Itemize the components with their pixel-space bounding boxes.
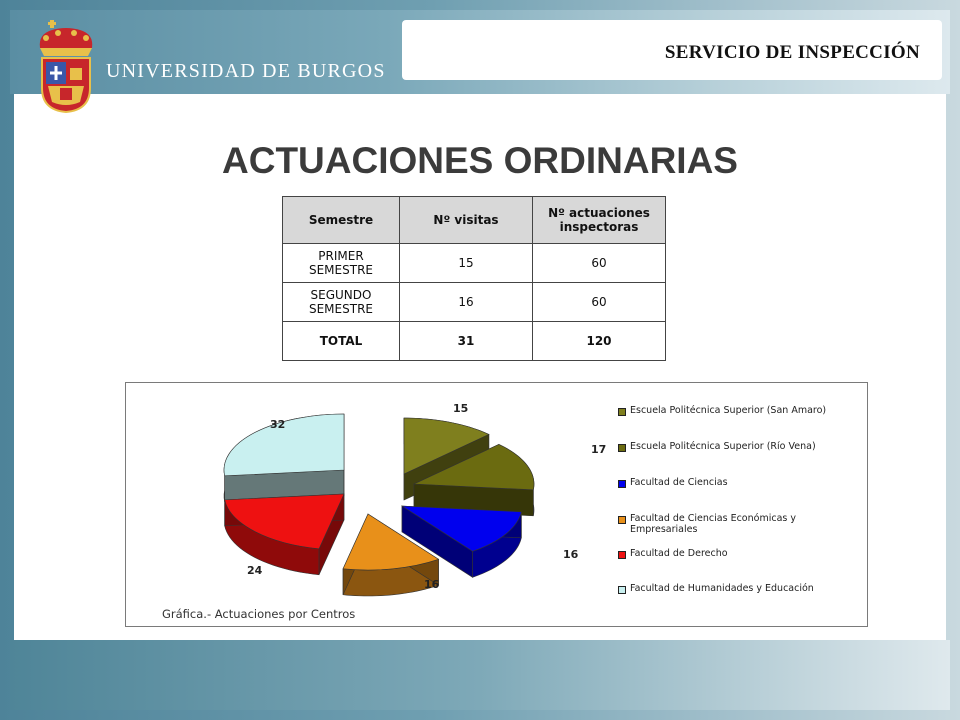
- legend-label: Escuela Politécnica Superior (San Amaro): [630, 405, 827, 416]
- university-crest-icon: [34, 18, 98, 114]
- table-cell: 31: [400, 322, 533, 361]
- footer-band: [10, 640, 950, 710]
- table-row: [283, 283, 666, 322]
- table-cell: 60: [533, 283, 666, 322]
- pie-data-label: 32: [270, 418, 286, 431]
- pie-data-label: 16: [424, 578, 440, 591]
- legend-label: Escuela Politécnica Superior (Río Vena): [630, 441, 816, 452]
- university-name: UNIVERSIDAD DE BURGOS: [106, 60, 386, 82]
- inspection-table: [282, 196, 666, 361]
- legend-swatch: [618, 408, 626, 416]
- table-cell: SEGUNDO SEMESTRE: [283, 283, 400, 322]
- table-cell: 15: [400, 244, 533, 283]
- table-cell: 16: [400, 283, 533, 322]
- legend-swatch: [618, 480, 626, 488]
- pie-data-label: 24: [247, 564, 263, 577]
- legend-item: [618, 548, 728, 559]
- page-title: ACTUACIONES ORDINARIAS: [222, 140, 738, 181]
- table-cell: PRIMER SEMESTRE: [283, 244, 400, 283]
- table-header-cell: Semestre: [283, 197, 400, 244]
- legend-item: [618, 513, 854, 535]
- chart-caption: Gráfica.- Actuaciones por Centros: [162, 607, 356, 621]
- legend-item: [618, 477, 728, 488]
- pie-data-label: 15: [453, 402, 469, 415]
- legend-item: [618, 583, 814, 594]
- legend-swatch: [618, 586, 626, 594]
- table-row: [283, 244, 666, 283]
- pie-data-label: 16: [563, 548, 579, 561]
- table-header-row: [283, 197, 666, 244]
- service-title: SERVICIO DE INSPECCIÓN: [664, 42, 920, 63]
- legend-label: Facultad de Humanidades y Educación: [630, 583, 814, 594]
- pie-data-label: 17: [591, 443, 606, 456]
- legend-swatch: [618, 516, 626, 524]
- table-total-row: [283, 322, 666, 361]
- table-cell: TOTAL: [283, 322, 400, 361]
- table-header-cell: Nº actuaciones inspectoras: [533, 197, 666, 244]
- legend-item: [618, 405, 826, 416]
- service-title-box: [402, 20, 942, 80]
- table-cell: 60: [533, 244, 666, 283]
- legend-swatch: [618, 551, 626, 559]
- table-header-cell: Nº visitas: [400, 197, 533, 244]
- pie-slice: [225, 494, 344, 575]
- table-cell: 120: [533, 322, 666, 361]
- legend-swatch: [618, 444, 626, 452]
- legend-label: Facultad de Ciencias Económicas y Empresariales: [630, 513, 796, 535]
- pie-chart: [126, 383, 606, 613]
- legend-label: Facultad de Ciencias: [630, 477, 728, 488]
- legend-label: Facultad de Derecho: [630, 548, 728, 559]
- pie-chart-panel: [125, 382, 868, 627]
- legend-item: [618, 441, 816, 452]
